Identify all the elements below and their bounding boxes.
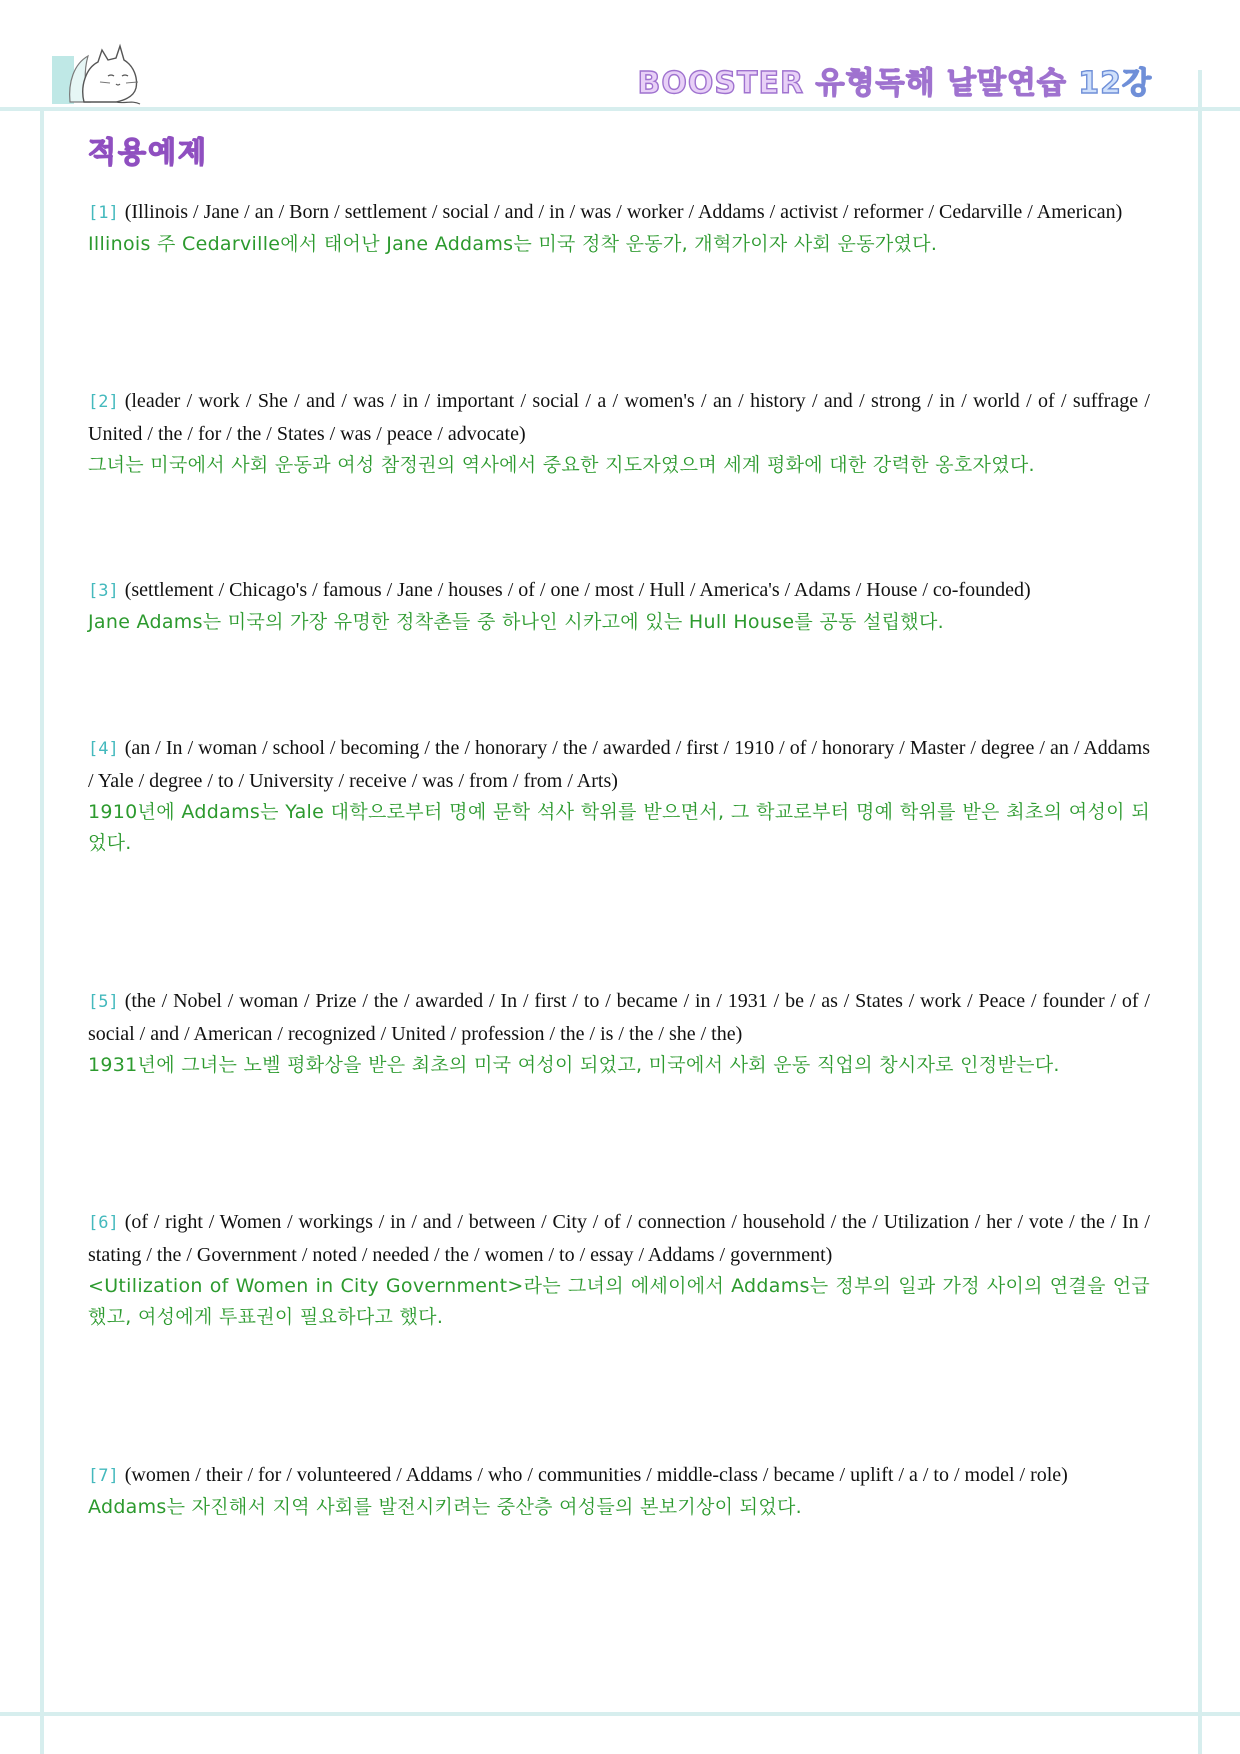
scrambled-words [88, 196, 1150, 229]
exercise-item [88, 1206, 1150, 1333]
word-list: (leader / work / She / and / was / in / important / social / a / women's / an / history / and / strong / in / world / of / suffrage / United / the / for / the / States / was / peace / advocate) [88, 390, 1150, 445]
item-number: [1] [88, 203, 119, 223]
word-list: (settlement / Chicago's / famous / Jane / houses / of / one / most / Hull / America's / Adams / House / co-founded) [124, 579, 1031, 601]
exercise-item [88, 985, 1150, 1081]
exercise-item [88, 574, 1150, 638]
item-number: [7] [88, 1466, 119, 1486]
korean-translation: Jane Adams는 미국의 가장 유명한 정착촌들 중 하나인 시카고에 있는 Hull House를 공동 설립했다. [88, 611, 944, 633]
scrambled-words [88, 732, 1150, 797]
header-title [638, 58, 1152, 102]
word-list: (an / In / woman / school / becoming / the / honorary / the / awarded / first / 1910 / of / honorary / Master / degree / an / Addams / Yale / degree / to / University / receive / was / from / from / Arts) [88, 737, 1150, 792]
korean-translation: Addams는 자진해서 지역 사회를 발전시키려는 중산층 여성들의 본보기상이 되었다. [88, 1496, 802, 1518]
left-rule [40, 107, 44, 1754]
korean-translation: 그녀는 미국에서 사회 운동과 여성 참정권의 역사에서 중요한 지도자였으며 세계 평화에 대한 강력한 옹호자였다. [88, 454, 1035, 476]
word-list: (women / their / for / volunteered / Addams / who / communities / middle-class / became / uplift / a / to / model / role) [124, 1464, 1068, 1486]
item-number: [2] [88, 392, 119, 412]
korean-translation: 1931년에 그녀는 노벨 평화상을 받은 최초의 미국 여성이 되었고, 미국에서 사회 운동 직업의 창시자로 인정받는다. [88, 1054, 1060, 1076]
korean-translation: <Utilization of Women in City Government>라는 그녀의 에세이에서 Addams는 정부의 일과 가정 사이의 연결을 언급했고, 여성에게 투표권이 필요하다고 했다. [88, 1275, 1150, 1328]
bottom-rule [0, 1712, 1240, 1716]
top-rule [0, 107, 1240, 111]
korean-translation: 1910년에 Addams는 Yale 대학으로부터 명예 문학 석사 학위를 받으면서, 그 학교로부터 명예 학위를 받은 최초의 여성이 되었다. [88, 801, 1150, 854]
item-number: [6] [88, 1213, 119, 1233]
scrambled-words [88, 1459, 1150, 1492]
scrambled-words [88, 985, 1150, 1050]
item-number: [4] [88, 739, 119, 759]
word-list: (Illinois / Jane / an / Born / settlement / social / and / in / was / worker / Addams / activist / reformer / Cedarville / American) [124, 201, 1123, 223]
scrambled-words [88, 385, 1150, 450]
exercise-item [88, 732, 1150, 859]
exercise-item [88, 196, 1150, 260]
word-list: (the / Nobel / woman / Prize / the / awarded / In / first / to / became / in / 1931 / be / as / States / work / Peace / founder / of / social / and / American / recognized / United / profession / the / is / the / she / the) [88, 990, 1150, 1045]
word-list: (of / right / Women / workings / in / and / between / City / of / connection / household / the / Utilization / her / vote / the / In / stating / the / Government / noted / needed / the / women / to / essay / Addams / government) [88, 1211, 1150, 1266]
scrambled-words [88, 1206, 1150, 1271]
header-lesson-number: 12강 [1078, 66, 1152, 101]
section-title: 적용예제 [88, 135, 209, 169]
item-number: [5] [88, 992, 119, 1012]
cat-logo-icon [50, 42, 146, 106]
item-number: [3] [88, 581, 119, 601]
exercise-item [88, 1459, 1150, 1523]
korean-translation: Illinois 주 Cedarville에서 태어난 Jane Addams는 미국 정착 운동가, 개혁가이자 사회 운동가였다. [88, 233, 938, 255]
exercise-item [88, 385, 1150, 481]
right-rule [1198, 70, 1202, 1754]
scrambled-words [88, 574, 1150, 607]
header-title-main: BOOSTER 유형독해 낱말연습 [637, 66, 1067, 101]
